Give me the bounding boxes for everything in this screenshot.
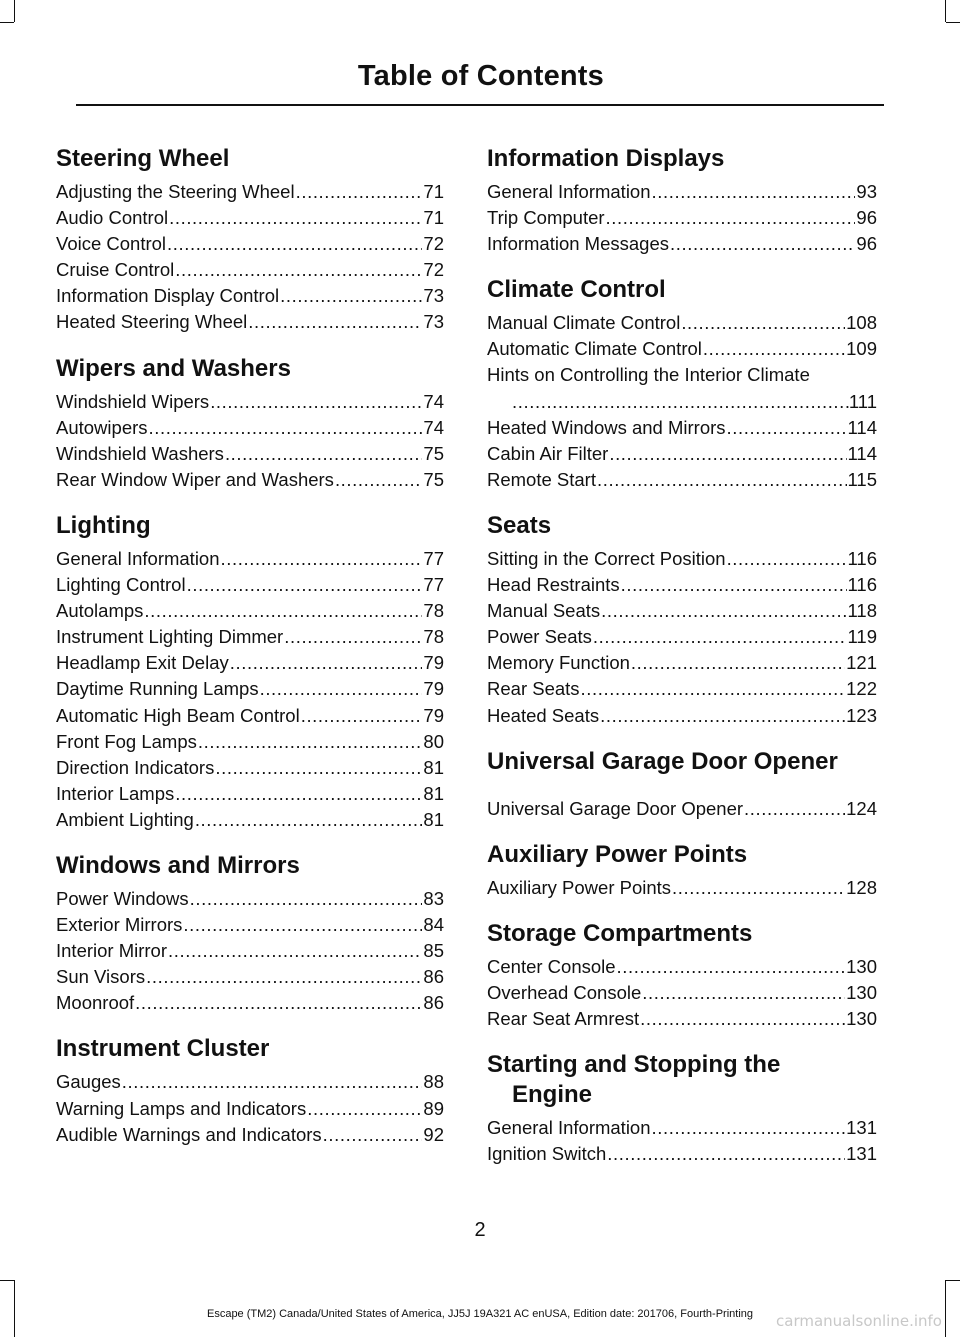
dot-leader bbox=[198, 729, 423, 755]
crop-mark bbox=[0, 1280, 14, 1281]
dot-leader bbox=[323, 1122, 423, 1148]
toc-entry-title: Automatic High Beam Control bbox=[56, 704, 300, 726]
toc-entry-page: 72 bbox=[423, 259, 444, 281]
toc-entry[interactable] bbox=[56, 676, 444, 702]
dot-leader bbox=[135, 990, 422, 1016]
section-heading bbox=[487, 144, 877, 174]
toc-entry[interactable] bbox=[56, 938, 444, 964]
toc-entry-page: 96 bbox=[856, 207, 877, 229]
toc-entry-page: 81 bbox=[423, 808, 444, 830]
toc-entry-page: 86 bbox=[423, 992, 444, 1014]
toc-section bbox=[487, 919, 877, 1032]
dot-leader bbox=[640, 1006, 845, 1032]
toc-entry[interactable] bbox=[487, 650, 877, 676]
toc-section bbox=[56, 354, 444, 493]
toc-entry-page: 128 bbox=[846, 876, 877, 898]
toc-entry-title: Sitting in the Correct Position bbox=[487, 547, 726, 569]
toc-entry[interactable] bbox=[487, 598, 877, 624]
dot-leader bbox=[606, 205, 856, 231]
toc-entry-page: 83 bbox=[423, 887, 444, 909]
toc-entry[interactable] bbox=[487, 231, 877, 257]
toc-entry-title: Heated Seats bbox=[487, 704, 600, 726]
toc-entry[interactable] bbox=[487, 467, 877, 493]
toc-entry-title: Heated Windows and Mirrors bbox=[487, 416, 726, 438]
toc-entry[interactable] bbox=[487, 954, 877, 980]
toc-entry-title: Exterior Mirrors bbox=[56, 914, 183, 936]
toc-entry[interactable] bbox=[487, 441, 877, 467]
toc-entry-page: 79 bbox=[423, 652, 444, 674]
dot-leader bbox=[225, 441, 422, 467]
toc-entry-page: 72 bbox=[423, 233, 444, 255]
toc-entry[interactable] bbox=[56, 441, 444, 467]
dot-leader bbox=[652, 179, 856, 205]
toc-entry[interactable] bbox=[487, 546, 877, 572]
toc-entry-page: 116 bbox=[847, 574, 877, 596]
toc-entry[interactable] bbox=[56, 650, 444, 676]
toc-entry-title: Interior Mirror bbox=[56, 940, 168, 962]
dot-leader bbox=[149, 415, 423, 441]
toc-entry[interactable] bbox=[56, 1122, 444, 1148]
toc-entry[interactable] bbox=[56, 415, 444, 441]
toc-entry[interactable] bbox=[56, 598, 444, 624]
toc-entry[interactable] bbox=[56, 886, 444, 912]
dot-leader bbox=[146, 964, 422, 990]
toc-entry-page: 78 bbox=[423, 626, 444, 648]
toc-entry-title: Lighting Control bbox=[56, 574, 186, 596]
toc-entry-page: 77 bbox=[423, 547, 444, 569]
toc-entry-title: Audible Warnings and Indicators bbox=[56, 1123, 322, 1145]
toc-entry-title: Power Seats bbox=[487, 626, 592, 648]
toc-section bbox=[56, 511, 444, 833]
toc-entry-title: Autolamps bbox=[56, 600, 144, 622]
toc-entry-page: 71 bbox=[423, 207, 444, 229]
toc-entry-page: 74 bbox=[423, 390, 444, 412]
toc-entry-title: Interior Lamps bbox=[56, 782, 175, 804]
toc-entry-page: 131 bbox=[846, 1143, 877, 1165]
edition-footer: Escape (TM2) Canada/United States of America, JJ5J 19A321 AC enUSA, Edition date: 201706, Fourth-Printing bbox=[206, 1308, 754, 1320]
dot-leader bbox=[175, 257, 422, 283]
toc-entry-page: 85 bbox=[423, 940, 444, 962]
toc-entry-page: 74 bbox=[423, 416, 444, 438]
toc-entry[interactable] bbox=[56, 964, 444, 990]
toc-entry-page: 118 bbox=[847, 600, 877, 622]
toc-entry[interactable] bbox=[56, 1096, 444, 1122]
toc-entry-title: General Information bbox=[487, 1117, 651, 1139]
toc-entry-title: Power Windows bbox=[56, 887, 189, 909]
section-heading-text: Starting and Stopping the bbox=[487, 1051, 781, 1079]
toc-entry[interactable] bbox=[56, 755, 444, 781]
section-heading bbox=[56, 851, 444, 881]
toc-entry-title: Audio Control bbox=[56, 207, 169, 229]
dot-leader bbox=[210, 389, 422, 415]
dot-leader bbox=[600, 703, 845, 729]
section-heading bbox=[56, 354, 444, 384]
toc-entry-title: Heated Steering Wheel bbox=[56, 311, 248, 333]
toc-entry-page: 81 bbox=[423, 756, 444, 778]
toc-entry[interactable] bbox=[56, 912, 444, 938]
section-heading-text: Storage Compartments bbox=[487, 919, 753, 947]
dot-leader bbox=[215, 755, 422, 781]
toc-entry-page: 111 bbox=[848, 390, 877, 412]
section-heading-text: Lighting bbox=[56, 511, 151, 539]
toc-entry-page: 114 bbox=[847, 442, 877, 464]
toc-left-column bbox=[56, 144, 444, 1166]
toc-entry[interactable] bbox=[487, 796, 877, 822]
toc-entry-title: Daytime Running Lamps bbox=[56, 678, 259, 700]
toc-entry[interactable] bbox=[487, 336, 877, 362]
dot-leader bbox=[169, 205, 422, 231]
toc-entry-page: 92 bbox=[423, 1123, 444, 1145]
toc-entry-title: Auxiliary Power Points bbox=[487, 876, 672, 898]
toc-entry[interactable] bbox=[56, 546, 444, 572]
dot-leader bbox=[727, 415, 847, 441]
toc-entry-title: Sun Visors bbox=[56, 966, 146, 988]
toc-entry-page: 89 bbox=[423, 1097, 444, 1119]
section-heading-text: Universal Garage Door Opener bbox=[487, 747, 838, 775]
dot-leader bbox=[672, 875, 845, 901]
dot-leader bbox=[183, 912, 422, 938]
toc-entry-page: 122 bbox=[846, 678, 877, 700]
toc-entry[interactable] bbox=[56, 1069, 444, 1095]
toc-entry-title: Center Console bbox=[487, 955, 616, 977]
toc-section bbox=[56, 851, 444, 1016]
dot-leader bbox=[230, 650, 423, 676]
toc-entry[interactable] bbox=[487, 875, 877, 901]
toc-entry[interactable] bbox=[487, 179, 877, 205]
toc-entry-page: 121 bbox=[846, 652, 877, 674]
section-heading bbox=[487, 919, 877, 949]
toc-section bbox=[56, 1034, 444, 1147]
crop-mark bbox=[14, 0, 15, 22]
toc-entry-page: 75 bbox=[423, 442, 444, 464]
toc-entry-page: 88 bbox=[423, 1071, 444, 1093]
toc-entry-title: Gauges bbox=[56, 1071, 121, 1093]
toc-section bbox=[56, 144, 444, 336]
toc-entry[interactable] bbox=[487, 362, 877, 414]
toc-entry-page: 130 bbox=[846, 955, 877, 977]
toc-entry-page: 131 bbox=[846, 1117, 877, 1139]
toc-entry[interactable] bbox=[487, 205, 877, 231]
section-heading-text: Information Displays bbox=[487, 145, 725, 172]
dot-leader bbox=[642, 980, 845, 1006]
dot-leader bbox=[221, 546, 423, 572]
toc-entry-page: 79 bbox=[423, 678, 444, 700]
toc-entry-title: Warning Lamps and Indicators bbox=[56, 1097, 307, 1119]
dot-leader bbox=[670, 231, 855, 257]
dot-leader bbox=[195, 807, 423, 833]
toc-entry-title: Headlamp Exit Delay bbox=[56, 652, 229, 674]
toc-entry[interactable] bbox=[487, 310, 877, 336]
toc-entry[interactable] bbox=[487, 1141, 877, 1167]
dot-leader bbox=[681, 310, 845, 336]
section-heading bbox=[56, 1034, 444, 1064]
toc-entry-page: 93 bbox=[856, 181, 877, 202]
section-heading bbox=[56, 144, 444, 174]
toc-section bbox=[487, 747, 877, 822]
toc-entry-title: Rear Seat Armrest bbox=[487, 1007, 640, 1029]
section-heading-continuation: Engine bbox=[512, 1081, 593, 1109]
dot-leader bbox=[280, 283, 422, 309]
toc-entry-page: 84 bbox=[423, 914, 444, 936]
toc-entry-title: Ambient Lighting bbox=[56, 808, 194, 830]
toc-entry[interactable] bbox=[56, 283, 444, 309]
toc-entry-title: Head Restraints bbox=[487, 574, 620, 596]
dot-leader bbox=[307, 1096, 422, 1122]
toc-entry[interactable] bbox=[487, 415, 877, 441]
dot-leader bbox=[703, 336, 845, 362]
dot-leader bbox=[248, 309, 422, 335]
dot-leader bbox=[581, 676, 846, 702]
section-heading-text: Auxiliary Power Points bbox=[487, 840, 748, 868]
toc-entry-title: Windshield Wipers bbox=[56, 390, 210, 412]
toc-entry-title: Rear Seats bbox=[487, 678, 580, 700]
toc-entry[interactable] bbox=[56, 703, 444, 729]
toc-entry-page: 78 bbox=[423, 600, 444, 622]
toc-entry-title: Windshield Washers bbox=[56, 442, 224, 464]
toc-section bbox=[487, 840, 877, 901]
crop-mark bbox=[946, 1280, 960, 1281]
toc-entry[interactable] bbox=[56, 467, 444, 493]
section-heading-text: Instrument Cluster bbox=[56, 1035, 270, 1063]
dot-leader bbox=[593, 624, 847, 650]
toc-entry-page: 114 bbox=[847, 416, 877, 438]
toc-entry-title: Trip Computer bbox=[487, 207, 605, 229]
page-title: Table of Contents bbox=[357, 60, 604, 92]
toc-entry-page: 71 bbox=[423, 181, 444, 202]
dot-leader bbox=[168, 938, 422, 964]
dot-leader bbox=[122, 1069, 423, 1095]
toc-entry-title: Voice Control bbox=[56, 233, 167, 255]
toc-entry-title: Automatic Climate Control bbox=[487, 338, 702, 360]
dot-leader bbox=[175, 781, 422, 807]
toc-entry-title: Manual Seats bbox=[487, 600, 601, 622]
toc-entry-page: 130 bbox=[846, 981, 877, 1003]
section-heading bbox=[487, 1050, 877, 1110]
toc-entry[interactable] bbox=[487, 703, 877, 729]
toc-entry-title: Direction Indicators bbox=[56, 756, 215, 778]
toc-entry-page: 116 bbox=[847, 547, 877, 569]
dot-leader bbox=[335, 467, 422, 493]
dot-leader bbox=[512, 389, 849, 415]
dot-leader bbox=[601, 598, 846, 624]
toc-entry-title: Information Display Control bbox=[56, 285, 280, 307]
toc-entry-page: 73 bbox=[423, 285, 444, 307]
toc-section bbox=[487, 144, 877, 257]
dot-leader bbox=[727, 546, 847, 572]
dot-leader bbox=[609, 441, 846, 467]
section-heading-text: Wipers and Washers bbox=[56, 354, 291, 382]
toc-entry[interactable] bbox=[487, 1115, 877, 1141]
section-heading-text: Seats bbox=[487, 511, 552, 539]
toc-entry[interactable] bbox=[56, 231, 444, 257]
toc-entry-page: 73 bbox=[423, 311, 444, 333]
toc-entry-title: General Information bbox=[487, 181, 651, 202]
toc-entry[interactable] bbox=[56, 205, 444, 231]
section-heading-text: Climate Control bbox=[487, 276, 666, 304]
section-heading bbox=[56, 511, 444, 541]
page-number: 2 bbox=[474, 1219, 486, 1241]
toc-section bbox=[487, 511, 877, 729]
dot-leader bbox=[301, 703, 423, 729]
toc-entry[interactable] bbox=[487, 624, 877, 650]
toc-entry-page: 123 bbox=[846, 704, 877, 726]
toc-entry-title: Rear Window Wiper and Washers bbox=[56, 468, 334, 490]
dot-leader bbox=[260, 676, 423, 702]
toc-entry-title: Autowipers bbox=[56, 416, 148, 438]
toc-section bbox=[487, 1050, 877, 1167]
toc-entry[interactable] bbox=[56, 309, 444, 335]
crop-mark bbox=[946, 22, 960, 23]
dot-leader bbox=[144, 598, 422, 624]
toc-entry[interactable] bbox=[56, 624, 444, 650]
dot-leader bbox=[652, 1115, 846, 1141]
toc-entry-title: Memory Function bbox=[487, 652, 630, 674]
dot-leader bbox=[597, 467, 847, 493]
dot-leader bbox=[190, 886, 423, 912]
toc-entry-page: 119 bbox=[847, 626, 877, 648]
toc-entry-title: Overhead Console bbox=[487, 981, 642, 1003]
toc-entry-title: Remote Start bbox=[487, 468, 596, 490]
toc-entry-page: 80 bbox=[423, 730, 444, 752]
dot-leader bbox=[167, 231, 422, 257]
crop-mark bbox=[0, 22, 14, 23]
section-heading bbox=[487, 747, 877, 777]
title-rule bbox=[76, 104, 884, 106]
toc-entry-page: 109 bbox=[846, 338, 877, 360]
toc-entry-title: Cruise Control bbox=[56, 259, 175, 281]
toc-entry-title: Universal Garage Door Opener bbox=[487, 797, 744, 819]
toc-entry-title: Manual Climate Control bbox=[487, 312, 681, 334]
toc-entry-page: 79 bbox=[423, 704, 444, 726]
toc-entry-page: 124 bbox=[846, 797, 877, 819]
toc-entry[interactable] bbox=[56, 729, 444, 755]
dot-leader bbox=[296, 179, 423, 205]
section-heading bbox=[487, 840, 877, 870]
toc-entry-title: Information Messages bbox=[487, 233, 670, 255]
dot-leader bbox=[284, 624, 422, 650]
toc-entry[interactable] bbox=[56, 781, 444, 807]
toc-entry-page: 130 bbox=[846, 1007, 877, 1029]
toc-entry-title: Adjusting the Steering Wheel bbox=[56, 181, 295, 202]
toc-entry-title: Ignition Switch bbox=[487, 1143, 607, 1165]
toc-entry-page: 86 bbox=[423, 966, 444, 988]
crop-mark bbox=[945, 0, 946, 22]
dot-leader bbox=[187, 572, 423, 598]
toc-entry-page: 75 bbox=[423, 468, 444, 490]
section-heading bbox=[487, 511, 877, 541]
toc-entry-page: 77 bbox=[423, 574, 444, 596]
toc-entry[interactable] bbox=[487, 676, 877, 702]
dot-leader bbox=[621, 572, 847, 598]
toc-entry[interactable] bbox=[56, 257, 444, 283]
dot-leader bbox=[631, 650, 845, 676]
toc-entry[interactable] bbox=[56, 179, 444, 205]
toc-entry[interactable] bbox=[487, 980, 877, 1006]
toc-entry-page: 81 bbox=[423, 782, 444, 804]
watermark: carmanualsonline.info bbox=[776, 1312, 942, 1330]
toc-entry-page: 115 bbox=[847, 468, 877, 490]
toc-right-column bbox=[487, 144, 877, 1185]
toc-entry-title: Cabin Air Filter bbox=[487, 442, 609, 464]
toc-section bbox=[487, 275, 877, 493]
toc-entry[interactable] bbox=[487, 572, 877, 598]
toc-entry-title: Hints on Controlling the Interior Climate bbox=[487, 364, 810, 386]
toc-entry-title: Front Fog Lamps bbox=[56, 730, 197, 752]
section-heading bbox=[487, 275, 877, 305]
toc-entry-title: Moonroof bbox=[56, 992, 135, 1014]
toc-entry[interactable] bbox=[56, 807, 444, 833]
section-heading-text: Steering Wheel bbox=[56, 145, 230, 172]
toc-entry[interactable] bbox=[56, 990, 444, 1016]
dot-leader bbox=[607, 1141, 845, 1167]
dot-leader bbox=[617, 954, 846, 980]
toc-entry[interactable] bbox=[56, 572, 444, 598]
toc-entry[interactable] bbox=[487, 1006, 877, 1032]
toc-entry-title: Instrument Lighting Dimmer bbox=[56, 626, 284, 648]
toc-entry-title: General Information bbox=[56, 547, 220, 569]
toc-entry-page: 108 bbox=[846, 312, 877, 334]
dot-leader bbox=[744, 796, 845, 822]
section-heading-text: Windows and Mirrors bbox=[56, 851, 300, 879]
toc-entry[interactable] bbox=[56, 389, 444, 415]
toc-entry-page: 96 bbox=[856, 233, 877, 255]
